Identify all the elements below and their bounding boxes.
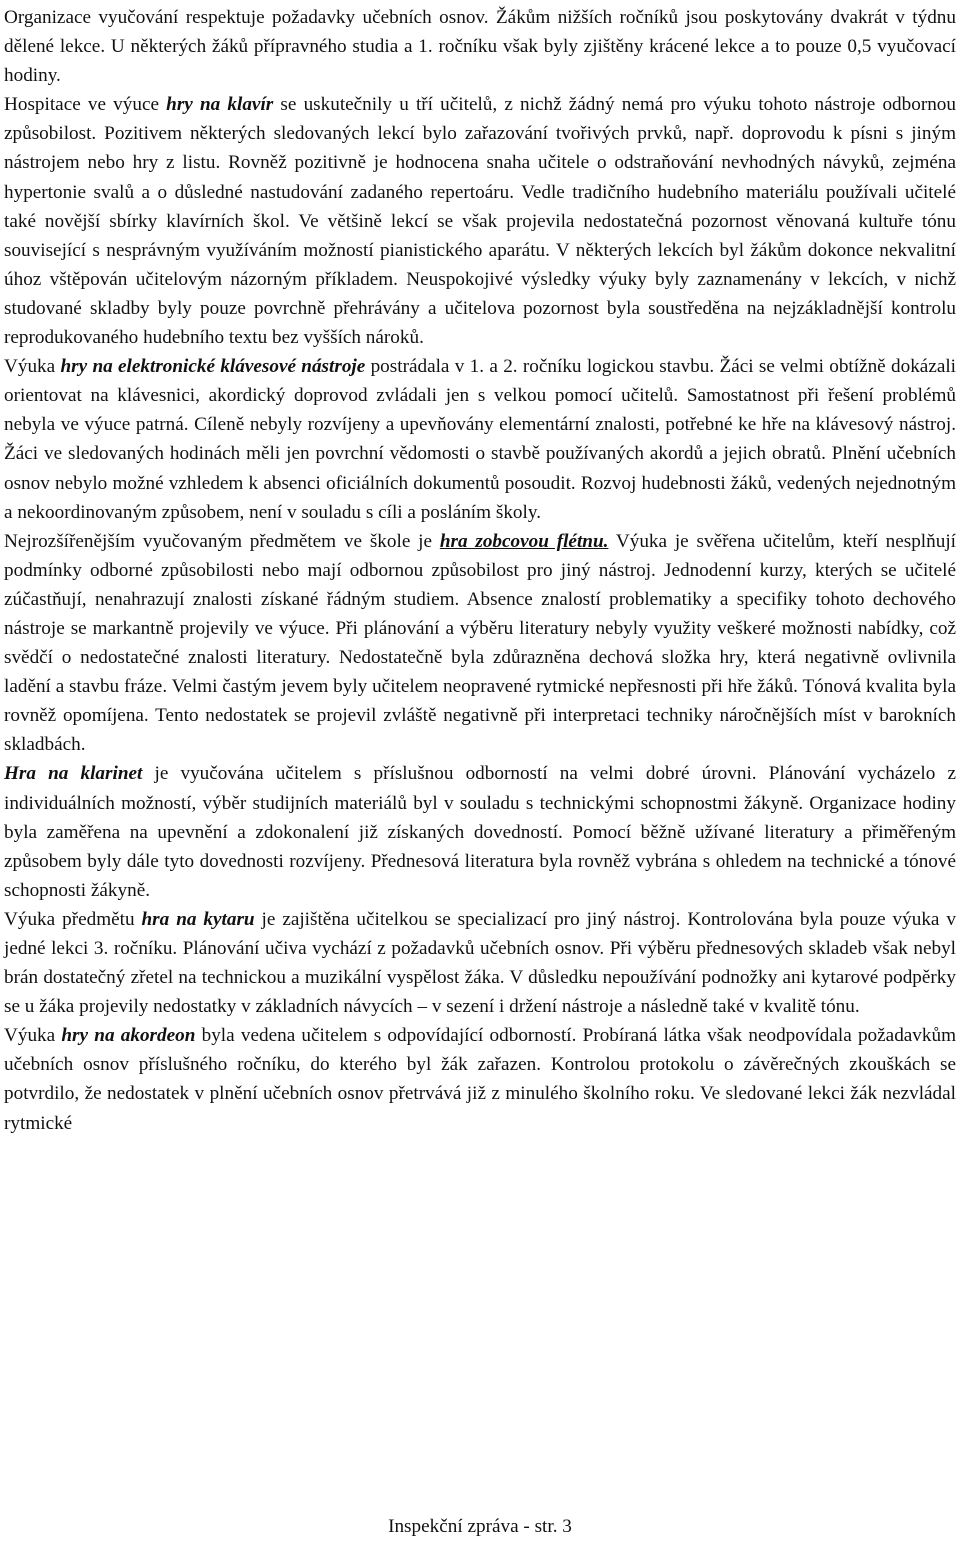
paragraph-organizace: [4, 3, 956, 90]
paragraph-text: Výuka předmětu: [4, 908, 142, 930]
paragraph-text: Organizace vyučování respektuje požadavky učebních osnov. Žákům nižších ročníků jsou poskytovány dvakrát v týdnu dělené lekce. U některých žáků přípravného studia a 1. ročníku však byly zjištěny krácené lekce a to pouze 0,5 vyučovací hodiny.: [4, 7, 956, 87]
paragraph-klarinet: [4, 759, 956, 904]
paragraph-text: Výuka je svěřena učitelům, kteří nesplňují podmínky odborné způsobilosti nebo mají odbornou způsobilost pro jiný nástroj. Jednodenní kurzy, kterých se učitelé zúčastňují, nenahrazují znalosti získané řádným studiem. Absence znalostí problematiky a specifiky tohoto dechového nástroje se markantně projevily ve výuce. Při plánování a výběru literatury nebyly využity veškeré možnosti nabídky, což svědčí o nedostatečné znalosti literatury. Nedostatečně byla zdůrazněna dechová složka hry, která negativně ovlivnila ladění a stavbu fráze. Velmi častým jevem byly učitelem neopravené rytmické nepřesnosti při hře žáků. Tónová kvalita byla rovněž opomíjena. Tento nedostatek se projevil zvláště negativně při interpretaci techniky náročnějších míst v barokních skladbách.: [4, 530, 956, 756]
paragraph-text: postrádala v 1. a 2. ročníku logickou stavbu. Žáci se velmi obtížně dokázali orientovat na klávesnici, akordický doprovod zvládali jen s velkou pomocí učitelů. Samostatnost při řešení problémů nebyla ve výuce patrná. Cíleně nebyly rozvíjeny a upevňovány elementární znalosti, potřebné ke hře na klávesový nástroj. Žáci ve sledovaných hodinách měli jen povrchní vědomosti o stavbě používaných akordů a jejich obratů. Plnění učebních osnov nebylo možné vzhledem k absenci oficiálních dokumentů posoudit. Rozvoj hudebnosti žáků, vedených nejednotným a nekoordinovaným způsobem, není v souladu s cíli a posláním školy.: [4, 356, 957, 523]
paragraph-text: Hospitace ve výuce: [4, 94, 167, 116]
page-footer: Inspekční zpráva - str. 3: [388, 1516, 572, 1537]
paragraph-elektronicke: [4, 352, 956, 527]
emphasized-subject: hry na akordeon: [61, 1025, 196, 1047]
paragraph-text: Výuka: [4, 356, 61, 378]
paragraph-text: se uskutečnily u tří učitelů, z nichž žádný nemá pro výuku tohoto nástroje odbornou způsobilost. Pozitivem některých sledovaných lekcí bylo zařazování tvořivých prvků, např. doprovodu k písni s jiným nástrojem nebo hry z listu. Rovněž pozitivně je hodnocena snaha učitele o odstraňování nevhodných návyků, zejména hypertonie svalů a o důsledné nastudování zadaného repertoáru. Vedle tradičního hudebního materiálu používali učitelé také novější sbírky klavírních škol. Ve většině lekcí se však projevila nedostatečná pozornost věnovaná kultuře tónu související s nesprávným využíváním možností pianistického aparátu. V některých lekcích byl žákům dokonce nekvalitní úhoz vštěpován učitelovým názorným příkladem. Neuspokojivé výsledky výuky byly zaznamenány v lekcích, v nichž studované skladby byly pouze povrchně přehrávány a učitelova pozornost byla soustředěna na nejzákladnější kontrolu reprodukovaného hudebního textu bez vyšších nároků.: [4, 94, 956, 349]
emphasized-subject: hra zobcovou flétnu.: [439, 530, 609, 552]
paragraph-text: Nejrozšířenějším vyučovaným předmětem ve škole je: [4, 530, 440, 552]
emphasized-subject: hra na kytaru: [141, 908, 255, 930]
paragraph-text: Výuka: [4, 1025, 62, 1047]
paragraph-akordeon: [4, 1021, 956, 1137]
document-page: [4, 3, 956, 1138]
emphasized-subject: hry na klavír: [166, 94, 274, 116]
paragraph-text: je vyučována učitelem s příslušnou odborností na velmi dobré úrovni. Plánování vycházelo z individuálních možností, výběr studijních materiálů byl v souladu s technickými schopnostmi žákyně. Organizace hodiny byla zaměřena na upevnění a zdokonalení již získaných dovedností. Pomocí běžně užívané literatury a přiměřeným způsobem byly dále tyto dovednosti rozvíjeny. Přednesová literatura byla rovněž vybrána s ohledem na technické a tónové schopnosti žákyně.: [4, 763, 957, 901]
paragraph-text: byla vedena učitelem s odpovídající odborností. Probíraná látka však neodpovídala požadavkům učebních osnov příslušného ročníku, do kterého byl žák zařazen. Kontrolou protokolu o závěrečných zkouškách se potvrdilo, že nedostatek v plnění učebních osnov přetrvává již z minulého školního roku. Ve sledované lekci žák nezvládal rytmické: [4, 1025, 957, 1134]
paragraph-klavir: [4, 90, 956, 352]
paragraph-text: je zajištěna učitelkou se specializací pro jiný nástroj. Kontrolována byla pouze výuka v jedné lekci 3. ročníku. Plánování učiva vychází z požadavků učebních osnov. Při výběru přednesových skladeb však nebyl brán dostatečný zřetel na technickou a muzikální vyspělost žáka. V důsledku nepoužívání podnožky ani kytarové podpěrky se u žáka projevily nedostatky v základních návycích – v sezení i držení nástroje a následně také v kvalitě tónu.: [4, 908, 956, 1018]
emphasized-subject: Hra na klarinet: [4, 763, 143, 785]
paragraph-fletna: [4, 527, 956, 760]
paragraph-kytara: [4, 905, 956, 1021]
emphasized-subject: hry na elektronické klávesové nástroje: [60, 356, 366, 378]
